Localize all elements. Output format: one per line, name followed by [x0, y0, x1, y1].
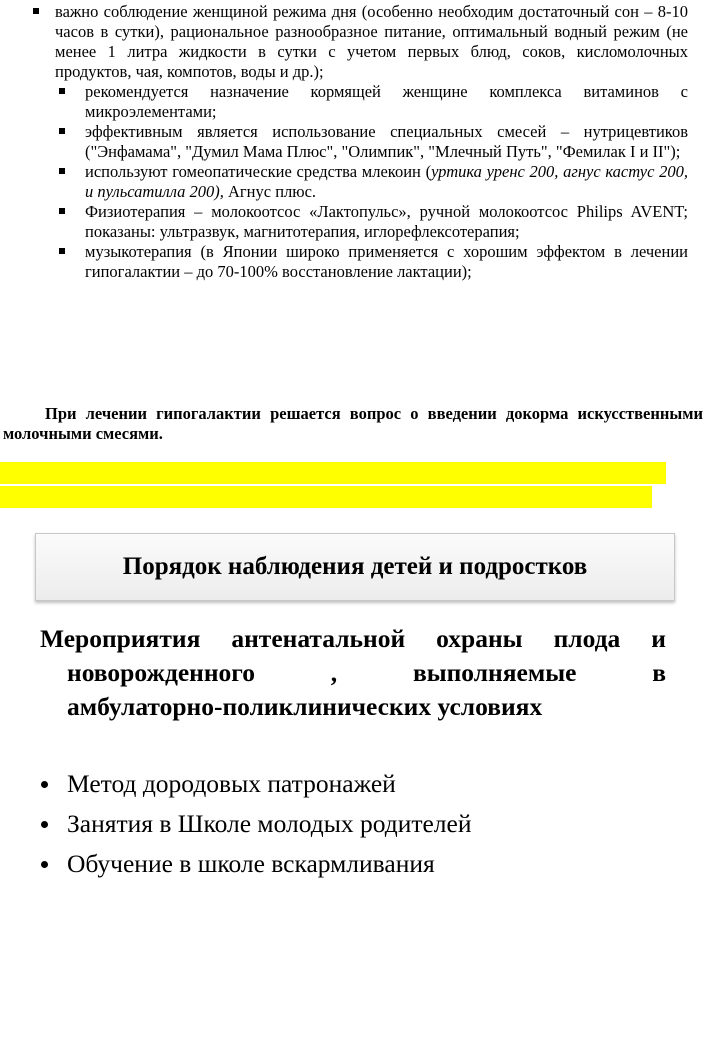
square-bullet-icon — [59, 248, 65, 254]
recommendations-list — [30, 2, 688, 282]
list-item: используют гомеопатические средства млекоин (уртика уренс 200, агнус кастус 200, и пульсатилла 200), Агнус плюс. — [30, 162, 688, 202]
heading-line: Мероприятия антенатальной охраны плода и — [40, 624, 666, 653]
heading-line: амбулаторно-поликлинических условиях — [67, 692, 543, 721]
measures-list — [38, 764, 472, 884]
list-item: Физиотерапия – молокоотсос «Лактопульс», ручной молокоотсос Philips AVENT; показаны: ультразвук, магнитотерапия, иглорефлексотерапия; — [30, 202, 688, 242]
square-bullet-icon — [59, 208, 65, 214]
list-item: Метод дородовых патронажей — [38, 764, 472, 804]
round-bullet-icon — [41, 861, 48, 868]
square-bullet-icon — [59, 128, 65, 134]
hypogalactia-note: При лечении гипогалактии решается вопрос о введении докорма искусственными молочными смесями. — [3, 404, 703, 443]
heading-line: новорожденного , выполняемые в — [67, 658, 666, 687]
highlight-bar — [0, 462, 666, 484]
round-bullet-icon — [41, 821, 48, 828]
square-bullet-icon — [59, 88, 65, 94]
highlight-bar — [0, 486, 652, 508]
page-heading — [40, 622, 666, 724]
list-item: важно соблюдение женщиной режима дня (особенно необходим достаточный сон – 8-10 часов в сутки), рациональное разнообразное питание, оптимальный водный режим (не менее 1 литра жидкости в сутки с учетом первых блюд, соков, кисломолочных продуктов, чая, компотов, воды и др.); — [30, 2, 688, 82]
round-bullet-icon — [41, 781, 48, 788]
list-item: эффективным является использование специальных смесей – нутрицевтиков ("Энфамама", "Думил Мама Плюс", "Олимпик", "Млечный Путь", "Фемилак I и II"); — [30, 122, 688, 162]
section-title: Порядок наблюдения детей и подростков — [122, 553, 588, 580]
square-bullet-icon — [33, 8, 39, 14]
square-bullet-icon — [59, 168, 65, 174]
list-item: Обучение в школе вскармливания — [38, 844, 472, 884]
list-item: рекомендуется назначение кормящей женщине комплекса витаминов с микроэлементами; — [30, 82, 688, 122]
list-item: Занятия в Школе молодых родителей — [38, 804, 472, 844]
section-title-box — [35, 533, 675, 601]
list-item: музыкотерапия (в Японии широко применяется с хорошим эффектом в лечении гипогалактии – до 70-100% восстановление лактации); — [30, 242, 688, 282]
